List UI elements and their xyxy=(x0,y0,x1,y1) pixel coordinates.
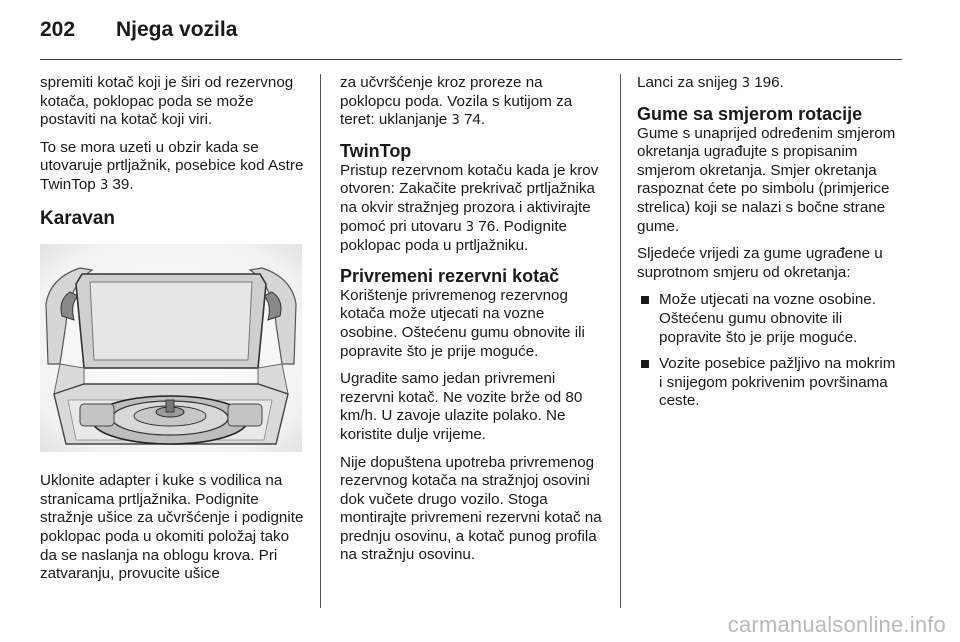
column-2 xyxy=(340,74,604,574)
paragraph xyxy=(637,74,901,94)
page-header xyxy=(40,18,237,48)
heading-temporary-spare-wheel: Privremeni rezervni kotač xyxy=(340,265,560,286)
page-ref[interactable]: 76. xyxy=(478,217,500,235)
paragraph xyxy=(340,74,604,131)
paragraph-text: za učvršćenje kroz proreze na poklopcu poda. Vozila s kutijom za teret: uklanjanje xyxy=(340,74,573,129)
paragraph: Uklonite adapter i kuke s vodilica na stranicama prtljažnika. Podignite stražnje ušice za učvršćenje i podignite poklopac poda u okomiti položaj tako da se naslanja na oblogu krova. Pri zatvaranju, provucite ušice xyxy=(40,472,304,583)
column-3 xyxy=(637,74,901,419)
bullet-square-icon xyxy=(641,360,649,368)
heading-directional-tyres: Gume sa smjerom rotacije xyxy=(637,103,863,124)
paragraph-text: Podignite poklopac poda u prtljažniku. xyxy=(340,217,567,255)
paragraph: Sljedeće vrijedi za gume ugrađene u suprotnom smjeru od okretanja: xyxy=(637,245,883,281)
column-1 xyxy=(40,74,304,593)
page-ref[interactable]: 74. xyxy=(463,111,486,129)
paragraph-text: Lanci za snijeg xyxy=(637,74,742,91)
paragraph: Nije dopuštena upotreba privremenog rezervnog kotača na stražnjoj osovini dok vučete drugo vozilo. Stoga montirajte privremeni rezervni kotač na prednju osovinu, a kotač punog profila na stražnju osovinu. xyxy=(340,453,602,564)
paragraph: Gume s unaprijed određenim smjerom okretanja ugrađujte s propisanim smjerom okretanja. Smjer okretanja raspoznat ćete po simbolu (primjerice strelica) koji se nalazi s bočne strane gume. xyxy=(637,124,896,235)
paragraph xyxy=(40,139,304,196)
list-item xyxy=(637,355,901,411)
watermark: carmanualsonline.info xyxy=(727,612,946,637)
list-item xyxy=(637,291,901,347)
page-ref-arrow-icon: 3 xyxy=(451,113,460,129)
paragraph: spremiti kotač koji je širi od rezervnog kotača, poklopac poda se može postaviti na kotač koji viri. xyxy=(40,74,294,129)
page-ref-arrow-icon: 3 xyxy=(99,177,109,193)
page-title: Njega vozila xyxy=(116,18,238,41)
trunk-illustration xyxy=(40,244,302,452)
bullet-square-icon xyxy=(641,296,649,304)
bullet-list xyxy=(637,291,901,411)
heading-twintop: TwinTop xyxy=(340,140,412,161)
page-ref-arrow-icon: 3 xyxy=(465,219,475,235)
list-item-text: Vozite posebice pažljivo na mokrim i snijegom pokrivenim površinama ceste. xyxy=(659,355,896,410)
paragraph-text: Pristup rezervnom kotaču kada je krov otvoren: Zakačite prekrivač prtljažnika na okvir stražnjeg prozora i aktivirajte pomoć pri utovaru xyxy=(340,161,599,235)
heading-karavan: Karavan xyxy=(40,207,115,229)
header-rule xyxy=(40,59,902,60)
page-ref-arrow-icon: 3 xyxy=(741,76,750,91)
paragraph: Korištenje privremenog rezervnog kotača može utjecati na vozne osobine. Oštećenu gumu obnovite ili popravite što je prije moguće. xyxy=(340,286,585,360)
paragraph xyxy=(340,162,604,256)
page-ref[interactable]: 39. xyxy=(112,175,134,193)
paragraph: Ugradite samo jedan privremeni rezervni kotač. Ne vozite brže od 80 km/h. U zavoje ulazite polako. Ne koristite dulje vrijeme. xyxy=(340,370,583,443)
column-divider-1 xyxy=(320,74,321,608)
page-ref[interactable]: 196. xyxy=(754,74,784,91)
list-item-text: Može utjecati na vozne osobine. Oštećenu gumu obnovite ili popravite što je prije moguće. xyxy=(659,291,876,346)
page-number: 202 xyxy=(40,18,76,41)
paragraph-text: To se mora uzeti u obzir kada se utovaruje prtljažnik, posebice kod Astre TwinTop xyxy=(40,138,304,193)
column-divider-2 xyxy=(620,74,621,608)
